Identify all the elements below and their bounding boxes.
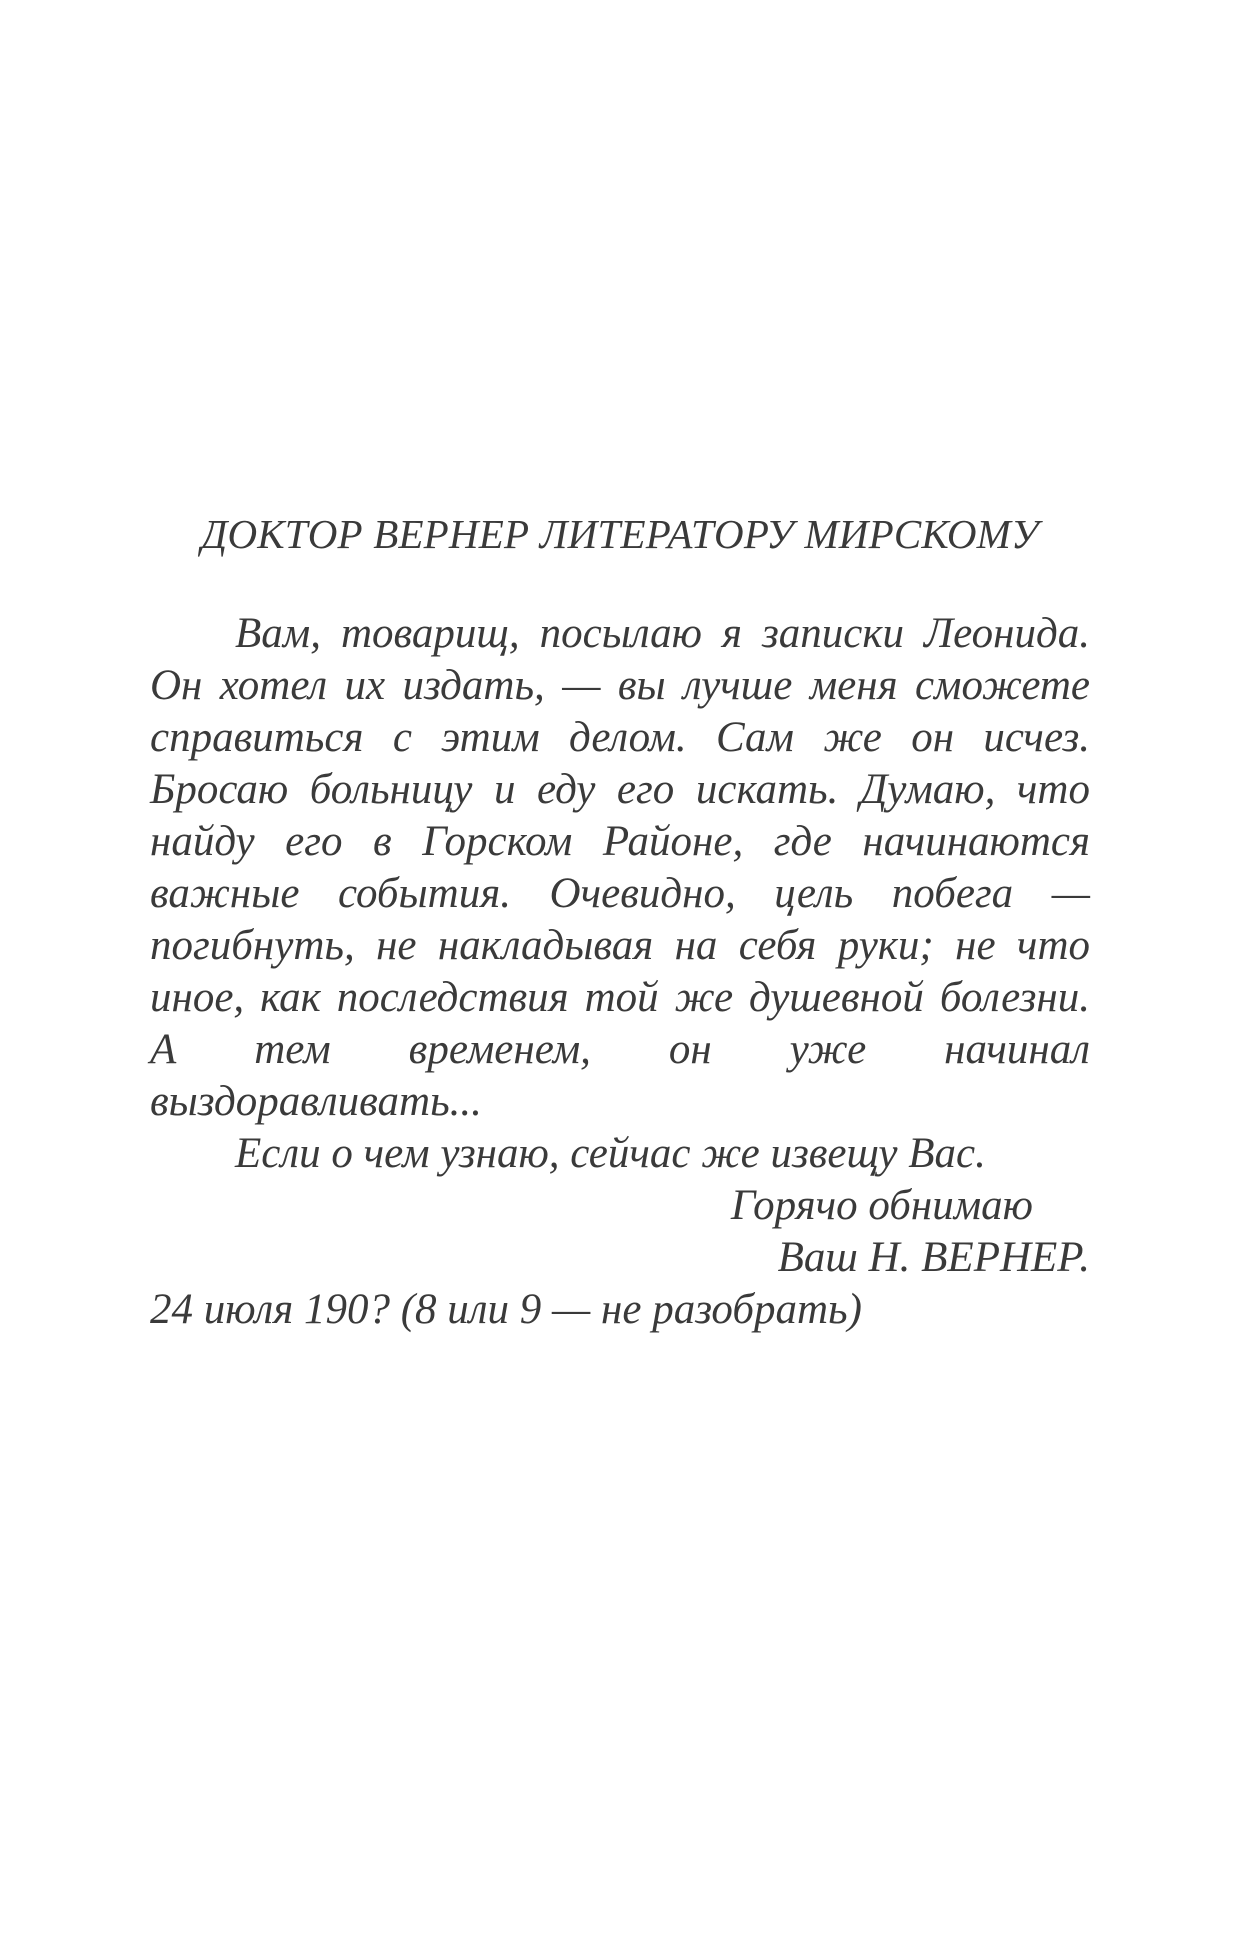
letter-heading: ДОКТОР ВЕРНЕР ЛИТЕРАТОРУ МИРСКОМУ xyxy=(201,511,1039,557)
letter-paragraph: Вам, товарищ, посылаю я записки Леонида. Он хотел их издать, — вы лучше меня сможете справиться с этим делом. Сам же он исчез. Бросаю больницу и еду его искать. Думаю, что найду его в Горском Районе, где начинаются важные события. Очевидно, цель побега — погибнуть, не накладывая на себя руки; не что иное, как последствия той же душевной болезни. А тем временем, он уже начинал выздоравливать... xyxy=(150,610,1090,1125)
signature-name: Ваш Н. ВЕРНЕР. xyxy=(777,1234,1090,1281)
letter-body xyxy=(150,608,1090,1336)
letter-date: 24 июля 190? (8 или 9 — не разобрать) xyxy=(150,1286,862,1333)
letter-closing: Если о чем узнаю, сейчас же извещу Вас. xyxy=(235,1130,986,1177)
signature-greeting: Горячо обнимаю xyxy=(730,1182,1033,1229)
